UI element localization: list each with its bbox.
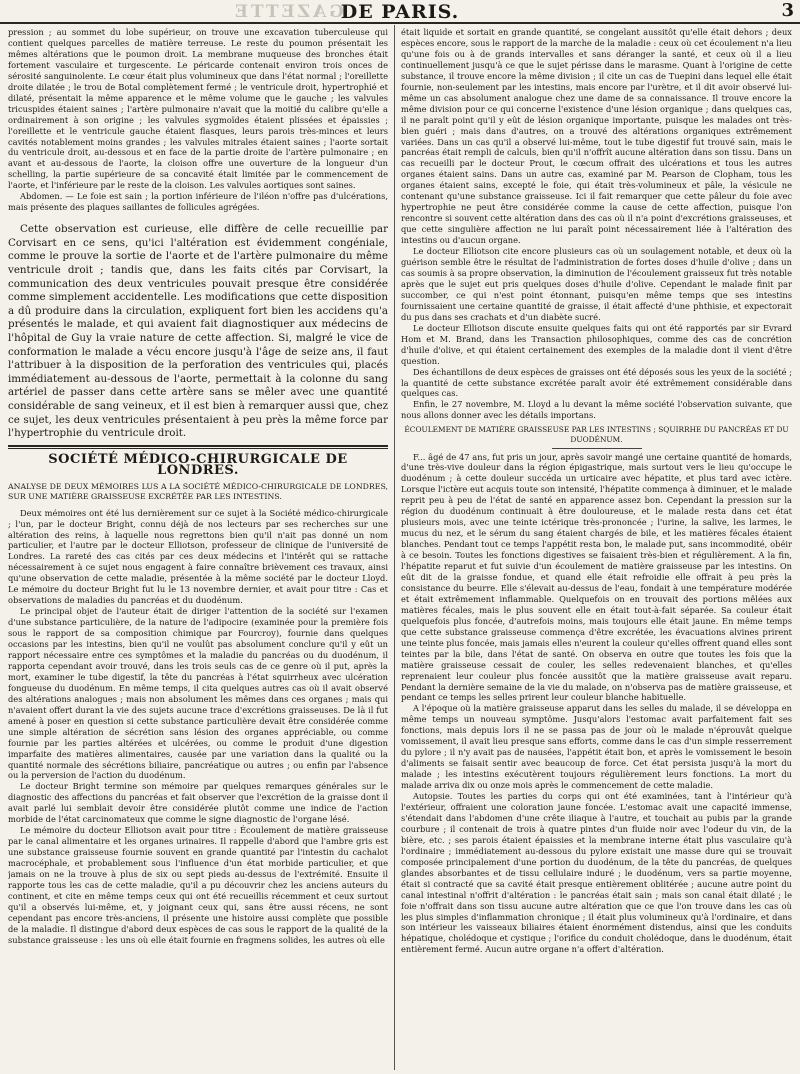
paragraph: Enfin, le 27 novembre, M. Lloyd a lu devant la même société l'observation suivante, que nous allons donner avec les détails importans. (401, 399, 792, 421)
paragraph: pression ; au sommet du lobe supérieur, on trouve une excavation tuberculeuse qui contient quelques parcelles de matière terreuse. Le reste du poumon présentait les mêmes altérations que le poumon droit. La membrane muqueuse des bronches était fortement vasculaire et turgescente. Le péricarde contenait environ trois onces de sérosité sanguinolente. Le cœur était plus volumineux que dans l'état normal ; l'oreillette droite dilatée ; le trou de Botal complètement fermé ; le ventricule droit, hypertrophié et dilaté, présentait la même apparence et le même volume que le gauche ; les valvules tricuspides étaient saines ; l'artère pulmonaire n'avait que la moitié du calibre qu'elle a ordinairement à son origine ; les valvules sygmoïdes étaient plissées et épaissies ; l'oreillette et le ventricule gauche étaient flasques, leurs parois très-minces et leurs cavités notablement moins grandes ; les valvules mitrales étaient saines ; l'aorte sortait du ventricule droit, au-dessous et en face de la partie droite de l'artère pulmonaire ; en avant et au-dessous de l'aorte, la cloison offre une ouverture de la longueur d'un schelling, la partie supérieure de sa concavité était limitée par le commencement de l'aorte, et l'inférieure par le reste de la cloison. Les valvules aortiques sont saines. (8, 27, 388, 191)
paragraph: Des échantillons de deux espèces de graisses ont été déposés sous les yeux de la société ; la quantité de cette substance excrétée paraît avoir été extrêmement considérable dans quelques cas. (401, 366, 792, 399)
paragraph: Autopsie. Toutes les parties du corps qui ont été examinées, tant à l'intérieur qu'à l'extérieur, offraient une coloration jaune foncée. L'estomac avait une capacité immense, s'étendait dans l'abdomen d'une crête iliaque à l'autre, et touchait au pubis par la grande courbure ; il contenait de trois à quatre pintes d'un fluide noir avec l'odeur du vin, de la bière, etc. ; ses parois étaient épaissies et la membrane interne était plus vasculaire qu'à l'ordinaire ; immédiatement au-dessous du pylore existait une masse dure qui se trouvait composée principalement d'une portion du duodénum, de la tête du pancréas, de quelques glandes absorbantes et de tissu cellulaire induré ; le duodénum, vers sa partie moyenne, était si contracté que sa cavité était presque entièrement oblitérée ; aucune autre point du canal intestinal n'offrit d'altération : le pancréas était sain ; mais son canal était dilaté ; le foie n'offrait dans son tissu aucune autre altération que ce que l'on trouve dans les cas où les plus simples d'inflammation chronique ; il était plus volumineux qu'à l'ordinaire, et dans son intérieur les vaisseaux biliaires étaient énormément distendus, ainsi que les conduits hépatique, cholédoque et cystique ; l'orifice du conduit cholédoque, dans le duodénum, était entièrement fermé. Aucun autre organe n'a offert d'altération. (401, 791, 792, 955)
column-divider (394, 25, 395, 1070)
left-column (8, 27, 388, 1067)
paragraph: F... âgé de 47 ans, fut pris un jour, après savoir mangé une certaine quantité de homards, d'une très-vive douleur dans la région épigastrique, mais surtout vers le lieu qu'occupe le duodénum ; à cette douleur succéda un urticaire avec hépatite, et plus tard avec ictère. Lorsque l'ictère eut acquis toute son intensité, l'hépatite commença à diminuer, et le malade reprit peu à peu de l'état de santé en apparence assez bon. Cependant la pression sur la région du duodénum continuait à être douloureuse, et le malade resta dans cet état plusieurs mois, avec une teinte ictérique très-prononcée ; l'urine, la salive, les larmes, le mucus du nez, et le sérum du sang étaient chargés de bile, et les matières fécales étaient blanches. Pendant tout ce temps l'appétit resta bon, le malade put, sans incommodité, obéir à ce besoin. Toutes les fonctions digestives se faisaient très-bien et régulièrement. A la fin, l'hépatite reparut et fut suivie d'un écoulement de matière graisseuse par les intestins. On eût dit de la graisse fondue, et quand elle était refroidie elle offrait à peu près la consistance du beurre. Elle s'élevait au-dessus de l'eau, fondait à une température modérée et était extrêmement inflammable. Quelquefois on en trouvait des portions mêlées aux matières fécales, mais le plus souvent elle en était tout-à-fait séparée. Sa couleur était quelquefois plus foncée, d'autrefois moins, mais toujours elle était jaune. En même temps que cette substance graisseuse commença d'être excrétée, les évacuations alvines prirent une teinte plus foncée, mais jamais elles n'eurent la couleur qu'elles offrent quand elles sont teintes par la bile, dans l'état de santé. On observa en outre que toutes les fois que la matière graisseuse cessait de couler, les selles redevenaient blanches, et qu'elles reprenaient leur couleur plus foncée aussitôt que la matière graisseuse avait reparu. Pendant la dernière semaine de la vie du malade, on n'observa pas de matière graisseuse, et pendant ce temps les selles prirent leur couleur blanche habituelle. (401, 451, 792, 703)
commentary-paragraph: Cette observation est curieuse, elle diffère de celle recueillie par Corvisart en ce sens, qu'ici l'altération est évidemment congéniale, comme le prouve la sortie de l'aorte et de l'artère pulmonaire du même ventricule droit ; tandis que, dans les faits cités par Corvisart, la communication des deux ventricules pouvait presque être considérée comme simplement accidentelle. Les modifications que cette disposition a dû produire dans la circulation, expliquent fort bien les accidens qu'a présentés le malade, et qui avaient fait diagnostiquer aux médecins de l'hôpital de Guy la vraie nature de cette affection. Si, malgré le vice de conformation le malade a vécu encore jusqu'à l'âge de seize ans, il faut l'attribuer à la disposition de la perforation des ventricules qui, placés immédiatement au-dessous de l'aorte, permettait à la colonne du sang artériel de passer dans cette artère sans se mêler avec une quantité considérable de sang veineux, et il est bien à remarquer aussi que, chez ce sujet, les deux ventricules présentaient à peu près la même force par l'hypertrophie du ventricule droit. (8, 223, 388, 440)
section-rule-thin (8, 448, 388, 449)
section-title: SOCIÉTÉ MÉDICO-CHIRURGICALE DE LONDRES. (48, 451, 348, 478)
paragraph: Le docteur Elliotson discute ensuite quelques faits qui ont été rapportés par sir Evrard Hom et M. Brand, dans les Transaction philosophiques, comme des cas de concrétion d'huile d'olive, et qui étaient certainement des exemples de la maladie dont il vient d'être question. (401, 322, 792, 366)
right-column (401, 27, 792, 1067)
masthead-bleed-through: GAZETTE (232, 2, 344, 22)
section-rule (8, 445, 388, 447)
short-divider (552, 448, 642, 449)
paragraph: Le principal objet de l'auteur était de diriger l'attention de la société sur l'examen d'une substance particulière, de la nature de l'adipocire (examinée pour la première fois sous le rapport de sa composition chimique par Fourcroy), fournie dans quelques occasions par les intestins, bien qu'il ne voulût pas absolument conclure qu'il y eût un rapport nécessaire entre ces symptômes et la maladie du pancréas ou du duodénum, il rapporta cependant avoir trouvé, dans les trois seuls cas de ce genre où il put, après la mort, examiner le tube digestif, la tête du pancréas à l'état squirrheux avec ulcération fongueuse du duodénum. En même temps, il cita quelques autres cas où il avait observé des altérations analogues ; mais non absolument les mêmes dans ces organes ; mais qui n'avaient offert durant la vie des sujets aucune trace d'excrétions graisseuses. De là il fut amené à poser en question si cette substance particulière devait être considérée comme une simple altération de sécrétion sans lésion des organes appréciable, ou comme fournie par les parties altérées et ulcérées, ou comme le produit d'une digestion imparfaite des matières alimentaires, causée par une variation dans la qualité ou la quantité normale des sécrétions biliaire, pancréatique ou autres ; ou enfin par l'absence ou la perversion de l'action du duodénum. (8, 606, 388, 781)
paragraph: était liquide et sortait en grande quantité, se congelant aussitôt qu'elle était dehors ; deux espèces encore, sous le rapport de la marche de la maladie : ceux où cet écoulement n'a lieu qu'une fois ou à de grands intervalles et sans déranger la santé, et ceux où il a lieu continuellement jusqu'à ce que le sujet périsse dans le marasme. Quant à l'origine de cette substance, il trouve encore la même division ; il cite un cas de Tuepini dans lequel elle était fournie, non-seulement par les intestins, mais encore par l'urètre, et il dit avoir observé lui-même un cas absolument analogue chez une dame de sa connaissance. Il trouve encore la même division pour ce qui concerne l'existence d'une lésion organique ; dans quelques cas, il ne paraît point qu'il y eût de lésion organique importante, puisque les malades ont très-bien guéri ; mais dans d'autres, on a trouvé des altérations organiques extrêmement variées. Dans un cas qu'il a observé lui-même, tout le tube digestif fut trouvé sain, mais le pancréas était rempli de calculs, bien qu'il n'offrît aucune altération dans son tissu. Dans un cas recueilli par le docteur Prout, le cœcum offrait des ulcérations et tous les autres organes étaient sains. Dans un autre cas, examiné par M. Pearson de Clopham, tous les organes étaient sains, excepté le foie, qui était très-volumineux et pâle, la vésicule ne contenant qu'une substance graisseuse. Ici il fait remarquer que cette pâleur du foie avec hypertrophie ne peut être considérée comme la cause de cette affection, puisque l'on rencontre si souvent cette altération dans des cas où il n'a point d'excrétions graisseuses, et que cette singulière affection ne lui paraît point nécessairement liée à l'altération des intestins ou d'aucun organe. (401, 27, 792, 246)
paragraph: Deux mémoires ont été lus dernièrement sur ce sujet à la Société médico-chirurgicale ; l'un, par le docteur Bright, connu déjà de nos lecteurs par ses recherches sur une altération des reins, à laquelle nous regrettons bien qu'il n'ait pas donné un nom particulier, et l'autre par le docteur Elliotson, professeur de clinique de l'université de Londres. La rareté des cas cités par ces deux médecins et l'intérêt qui se rattache nécessairement à ce sujet nous engagent à faire connaître brièvement ces travaux, ainsi qu'une observation de cette maladie, présentée à la même société par le docteur Lloyd. Le mémoire du docteur Bright fut lu le 13 novembre dernier, et avait pour titre : Cas et observations de maladies du pancréas et du duodénum. (8, 507, 388, 606)
paragraph: A l'époque où la matière graisseuse apparut dans les selles du malade, il se développa en même temps un nouveau symptôme. Jusqu'alors l'estomac avait parfaitement fait ses fonctions, mais depuis lors il ne se passa pas de jour où le malade n'éprouvât quelque vomissement, il avait lieu presque sans efforts, comme dans le cas d'un simple resserrement du pylore ; il n'y avait pas de nausées, l'appétit était bon, et après le vomissement le besoin d'aliments se faisait sentir avec beaucoup de force. Cet état persista jusqu'à la mort du malade ; les intestins exécutèrent toujours régulièrement leurs fonctions. La mort du malade arriva dix ou onze mois après le commencement de cette maladie. (401, 703, 792, 791)
paragraph: Le mémoire du docteur Elliotson avait pour titre : Écoulement de matière graisseuse par le canal alimentaire et les organes urinaires. Il rappelle d'abord que l'ambre gris est une substance graisseuse fournie souvent en grande quantité par l'intestin du cachalot macrocéphale, et probablement sous l'influence d'un état morbide particulier, et que jamais on ne la trouve à plus de six ou sept pieds au-dessus de l'extrémité. Ensuite il rapporte tous les cas de cette maladie, qu'il a pu découvrir chez les anciens auteurs du continent, et cite en même temps ceux qui ont été recueillis récemment et ceux surtout qu'il a observés lui-même, et, y joignant ceux qui, sans être aussi récens, ne sont cependant pas encore très-anciens, il présente une histoire aussi complète que possible de la maladie. Il distingue d'abord deux espèces de cas sous le rapport de la qualité de la substance graisseuse : les uns où elle était fournie en fragmens solides, les autres où elle (8, 825, 388, 945)
observation-heading: ÉCOULEMENT DE MATIÈRE GRAISSEUSE PAR LES INTESTINS ; SQUIRRHE DU PANCRÉAS ET DU DUODÉNUM. (404, 425, 789, 444)
paragraph: Le docteur Bright termine son mémoire par quelques remarques générales sur le diagnostic des affections du pancréas et fait observer que l'excrétion de la graisse dont il avait parlé lui semblait devoir être considérée plutôt comme une indice de l'action morbide de l'état carcinomateux que comme le signe diagnostic de l'organe lésé. (8, 781, 388, 825)
paragraph: Abdomen. — Le foie est sain ; la portion inférieure de l'iléon n'offre pas d'ulcérations, mais présente des plaques saillantes de follicules agrégées. (8, 191, 388, 213)
page-number: 3 (781, 0, 794, 21)
masthead (0, 0, 800, 24)
paragraph: Le docteur Elliotson cite encore plusieurs cas où un soulagement notable, et deux où la guérison semble être le résultat de l'administration de fortes doses d'huile d'olive ; dans un cas soumis à sa propre observation, la diminution de l'écoulement graisseux fut très notable après que le sujet eut pris quelques doses d'huile d'olive. Cependant le malade finit par succomber, ce qui n'est point étonnant, puisqu'en même temps que ses intestins fournissaient une certaine quantité de graisse, il était affecté d'une phthisie, et expectorait du pus dans ses crachats et d'un diabète sucré. (401, 246, 792, 322)
masthead-title: DE PARIS. (340, 1, 460, 23)
section-subtitle: ANALYSE DE DEUX MÉMOIRES LUS A LA SOCIÉTÉ MÉDICO-CHIRURGICALE DE LONDRES, SUR UNE MATIÈRE GRAISSEUSE EXCRÉTÉE PAR LES INTESTINS. (8, 481, 388, 501)
